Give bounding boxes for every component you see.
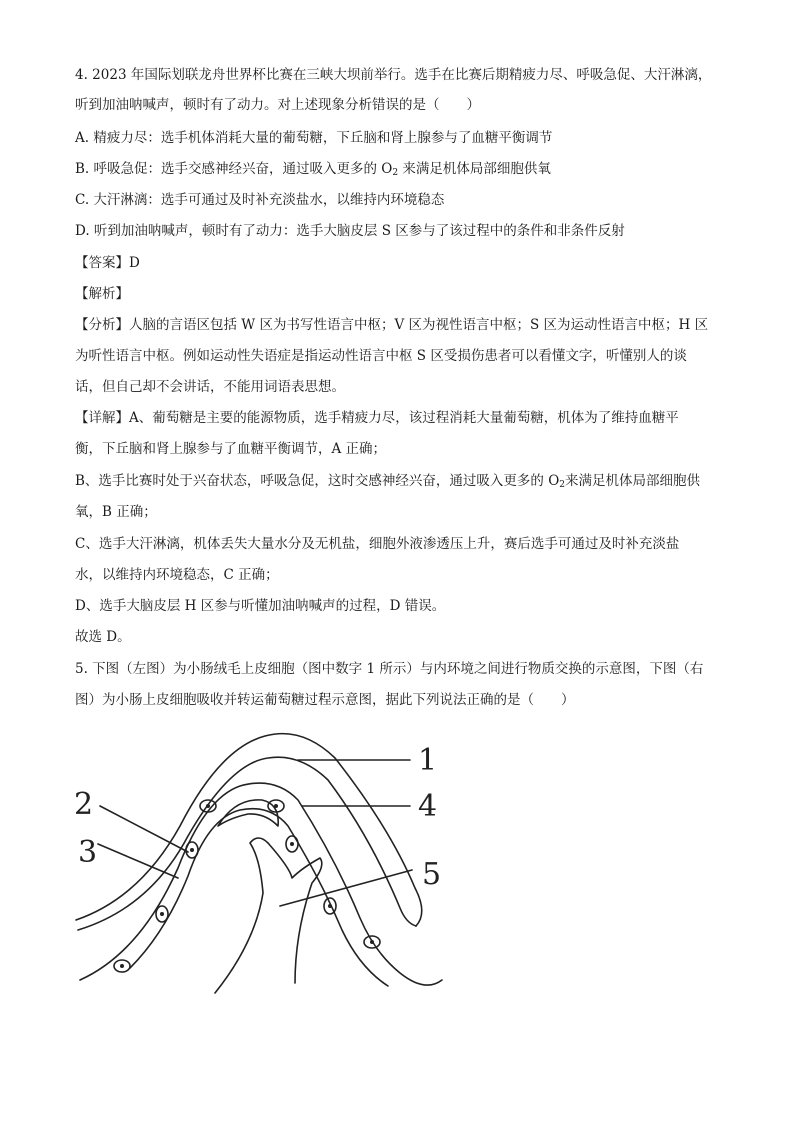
q4-detail-d: D、选手大脑皮层 H 区参与听懂加油呐喊声的过程，D 错误。: [75, 598, 446, 614]
lacteal-vessel: [215, 838, 322, 993]
q4-option-b-subscript: 2: [392, 168, 399, 178]
label-5: 5: [422, 857, 442, 892]
leader-line-5: [280, 870, 412, 906]
epithelium-outer-line: [76, 734, 422, 926]
q4-answer: [75, 254, 725, 272]
q4-detail-b-line-1: [75, 472, 725, 490]
q4-option-b: [75, 160, 725, 178]
answer-label: 【答案】: [75, 255, 129, 271]
q5-stem-line-1: 5. 下图（左图）为小肠绒毛上皮细胞（图中数字 1 所示）与内环境之间进行物质交换的示意图，下图（右: [75, 661, 704, 677]
answer-value: D: [129, 255, 140, 271]
capillary-inner-wall: [130, 809, 388, 986]
villus-diagram: [70, 718, 460, 1008]
q5-stem-line-2: 图）为小肠上皮细胞吸收并转运葡萄糖过程示意图，据此下列说法正确的是（ ）: [75, 692, 575, 708]
leader-line-2: [100, 806, 188, 852]
q4-fenxi-line-3: 话，但自己却不会讲话，不能用词语表思想。: [75, 379, 345, 395]
villus-diagram-svg: [70, 718, 460, 1008]
q4-fenxi-line-1: 【分析】人脑的言语区包括 W 区为书写性语言中枢；V 区为视性语言中枢；S 区为运动性语言中枢；H 区: [75, 317, 709, 333]
q4-detail-b-subscript: 2: [559, 480, 566, 490]
q4-detail-c-line-1: C、选手大汗淋漓，机体丢失大量水分及无机盐，细胞外液渗透压上升，赛后选手可通过及时补充淡盐: [75, 536, 680, 552]
q4-conclusion: 故选 D。: [75, 629, 131, 645]
q4-option-b-text: B. 呼吸急促：选手交感神经兴奋，通过吸入更多的 O: [75, 161, 393, 177]
q4-fenxi-line-2: 为听性语言中枢。例如运动性失语症是指运动性语言中枢 S 区受损伤患者可以看懂文字，听懂别人的谈: [75, 348, 687, 364]
q4-stem-line-2: 听到加油呐喊声，顿时有了动力。对上述现象分析错误的是（ ）: [75, 97, 480, 113]
label-1: 1: [418, 743, 438, 778]
q4-detail-c-line-2: 水，以维持内环境稳态，C 正确；: [75, 567, 279, 583]
q4-option-b-text-end: 来满足机体局部细胞供氧: [398, 161, 551, 177]
label-2: 2: [74, 787, 94, 822]
epithelium-inner-line: [78, 757, 416, 930]
q4-option-c: C. 大汗淋漓：选手可通过及时补充淡盐水，以维持内环境稳态: [75, 192, 445, 208]
q4-detail-b-text-end: 来满足机体局部细胞供: [565, 473, 701, 489]
q4-option-a: A. 精疲力尽：选手机体消耗大量的葡萄糖，下丘脑和肾上腺参与了血糖平衡调节: [75, 130, 553, 146]
label-4: 4: [418, 789, 438, 824]
q4-analysis-label: 【解析】: [75, 286, 129, 302]
q4-detail-a-line-2: 衡，下丘脑和肾上腺参与了血糖平衡调节，A 正确；: [75, 441, 387, 457]
capillary-outer-wall: [80, 783, 442, 985]
q4-detail-a-line-1: 【详解】A、葡萄糖是主要的能源物质，选手精疲力尽，该过程消耗大量葡萄糖，机体为了维持血糖平: [75, 410, 679, 426]
label-3: 3: [78, 835, 98, 870]
q4-stem-line-1: 4. 2023 年国际划联龙舟世界杯比赛在三峡大坝前举行。选手在比赛后期精疲力尽、呼吸急促、大汗淋漓，: [75, 67, 712, 83]
q4-option-d: D. 听到加油呐喊声，顿时有了动力：选手大脑皮层 S 区参与了该过程中的条件和非条件反射: [75, 223, 625, 239]
q4-detail-b-text: B、选手比赛时处于兴奋状态，呼吸急促，这时交感神经兴奋，通过吸入更多的 O: [75, 473, 560, 489]
q4-detail-b-line-2: 氧，B 正确；: [75, 504, 157, 520]
